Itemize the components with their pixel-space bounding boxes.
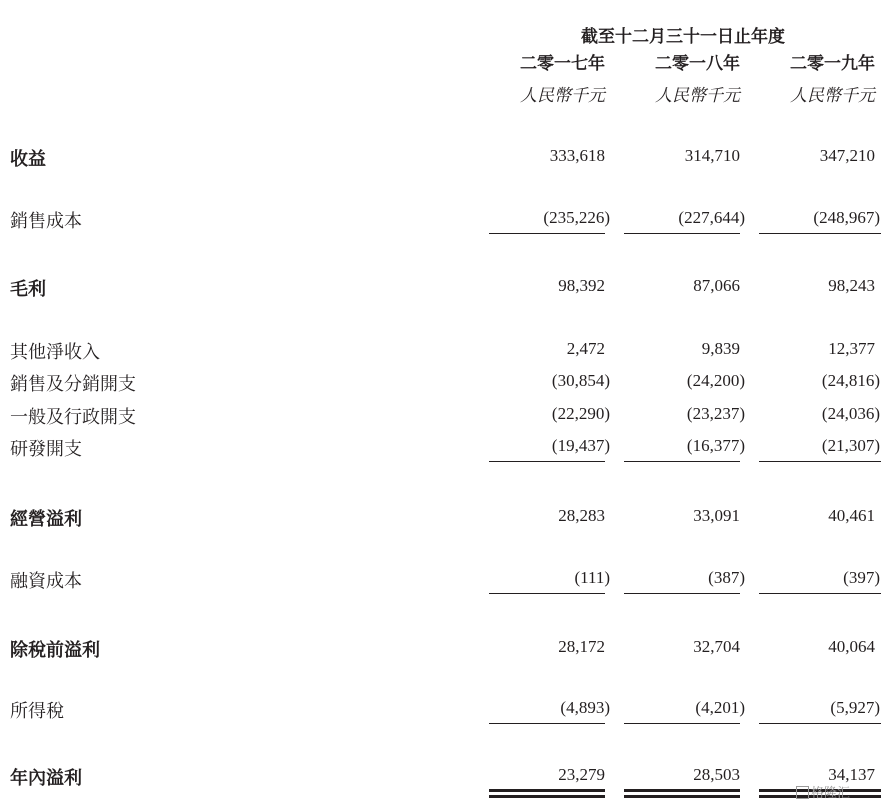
row-label-revenue: 收益 — [10, 149, 46, 170]
value-general-admin-2019: (24,036) — [821, 404, 880, 423]
unit-label-2018: 人民幣千元 — [655, 86, 740, 106]
total-double-rule — [624, 789, 740, 798]
value-finance-costs-2017: (111) — [574, 568, 610, 587]
value-selling-distribution-2019: (24,816) — [821, 371, 880, 390]
value-profit-before-tax-2018: 32,704 — [693, 637, 740, 656]
row-label-rnd: 研發開支 — [10, 439, 82, 460]
value-operating-profit-2019: 40,461 — [828, 506, 875, 525]
value-cost-of-sales-2019: (248,967) — [813, 208, 880, 227]
subtotal-rule — [624, 723, 740, 724]
subtotal-rule — [759, 461, 881, 462]
year-header-2019: 二零一九年 — [790, 54, 875, 74]
value-finance-costs-2018: (387) — [708, 568, 745, 587]
subtotal-rule — [624, 461, 740, 462]
value-income-tax-2018: (4,201) — [695, 698, 745, 717]
value-revenue-2018: 314,710 — [684, 146, 740, 165]
value-rnd-2018: (16,377) — [686, 436, 745, 455]
value-revenue-2019: 347,210 — [819, 146, 875, 165]
subtotal-rule — [759, 723, 881, 724]
subtotal-rule — [759, 233, 881, 234]
value-profit-for-year-2018: 28,503 — [693, 765, 740, 784]
value-cost-of-sales-2017: (235,226) — [543, 208, 610, 227]
year-header-2017: 二零一七年 — [520, 54, 605, 74]
value-general-admin-2018: (23,237) — [686, 404, 745, 423]
value-rnd-2017: (19,437) — [551, 436, 610, 455]
value-profit-for-year-2017: 23,279 — [558, 765, 605, 784]
subtotal-rule — [489, 723, 605, 724]
subtotal-rule — [489, 461, 605, 462]
row-label-income-tax: 所得稅 — [10, 701, 64, 722]
value-other-net-income-2017: 2,472 — [566, 339, 605, 358]
unit-label-2017: 人民幣千元 — [520, 86, 605, 106]
row-label-cost-of-sales: 銷售成本 — [10, 211, 82, 232]
value-gross-profit-2018: 87,066 — [693, 276, 740, 295]
value-operating-profit-2018: 33,091 — [693, 506, 740, 525]
row-label-profit-before-tax: 除稅前溢利 — [10, 640, 100, 661]
value-cost-of-sales-2018: (227,644) — [678, 208, 745, 227]
row-label-gross-profit: 毛利 — [10, 279, 46, 300]
watermark — [796, 782, 850, 801]
value-other-net-income-2018: 9,839 — [701, 339, 740, 358]
value-profit-before-tax-2019: 40,064 — [828, 637, 875, 656]
subtotal-rule — [759, 593, 881, 594]
value-general-admin-2017: (22,290) — [551, 404, 610, 423]
row-label-general-admin: 一般及行政開支 — [10, 407, 136, 428]
value-finance-costs-2019: (397) — [843, 568, 880, 587]
value-gross-profit-2019: 98,243 — [828, 276, 875, 295]
subtotal-rule — [624, 593, 740, 594]
row-label-profit-for-year: 年內溢利 — [10, 768, 82, 789]
row-label-operating-profit: 經營溢利 — [10, 509, 82, 530]
value-operating-profit-2017: 28,283 — [558, 506, 605, 525]
value-gross-profit-2017: 98,392 — [558, 276, 605, 295]
total-double-rule — [489, 789, 605, 798]
row-label-finance-costs: 融資成本 — [10, 571, 82, 592]
unit-label-2019: 人民幣千元 — [790, 86, 875, 106]
watermark-logo-icon — [796, 786, 809, 799]
year-header-2018: 二零一八年 — [655, 54, 740, 74]
watermark-text: 格隆汇 — [811, 786, 851, 801]
subtotal-rule — [489, 593, 605, 594]
value-selling-distribution-2017: (30,854) — [551, 371, 610, 390]
value-profit-for-year-2019: 34,137 — [828, 765, 875, 784]
value-selling-distribution-2018: (24,200) — [686, 371, 745, 390]
row-label-other-net-income: 其他淨收入 — [10, 342, 100, 363]
value-other-net-income-2019: 12,377 — [828, 339, 875, 358]
period-heading: 截至十二月三十一日止年度 — [581, 27, 785, 47]
value-income-tax-2017: (4,893) — [560, 698, 610, 717]
row-label-selling-distribution: 銷售及分銷開支 — [10, 374, 136, 395]
subtotal-rule — [489, 233, 605, 234]
value-rnd-2019: (21,307) — [821, 436, 880, 455]
subtotal-rule — [624, 233, 740, 234]
value-profit-before-tax-2017: 28,172 — [558, 637, 605, 656]
value-revenue-2017: 333,618 — [549, 146, 605, 165]
value-income-tax-2019: (5,927) — [830, 698, 880, 717]
